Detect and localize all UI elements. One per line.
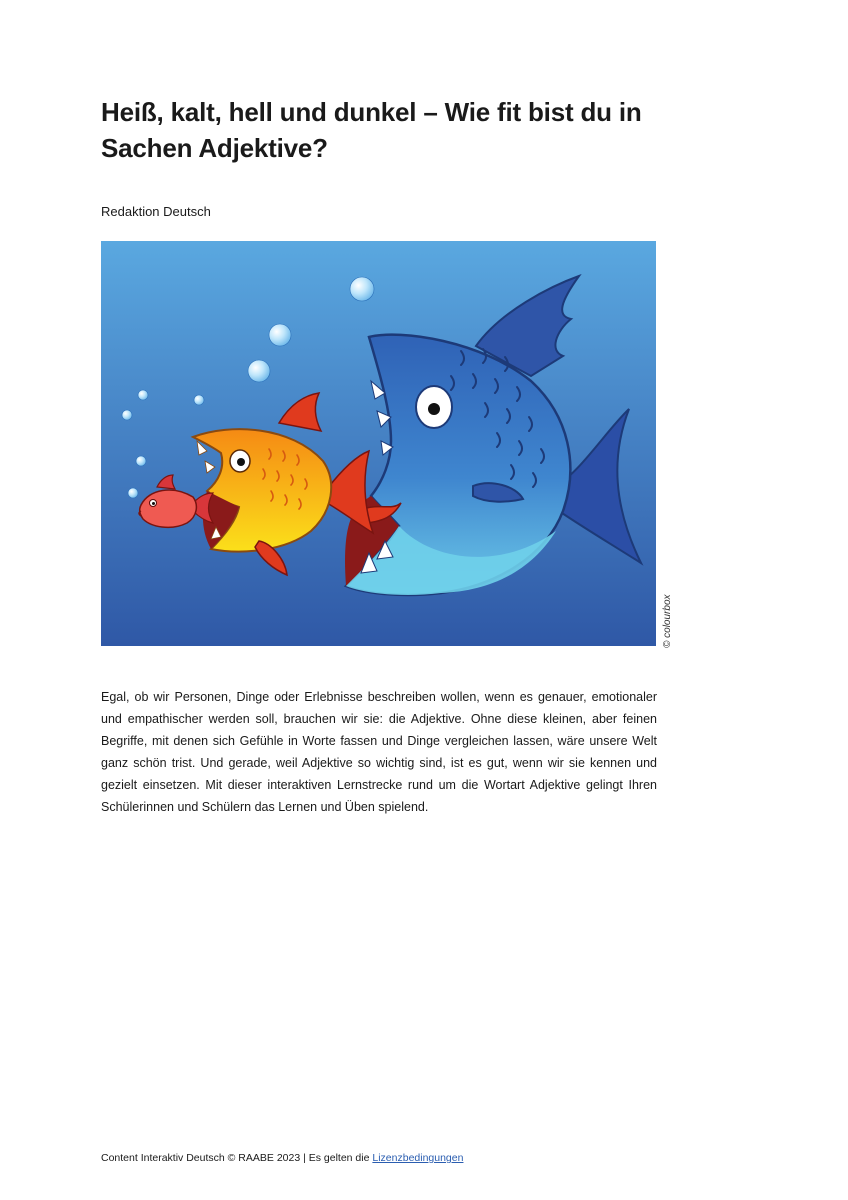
license-link[interactable]: Lizenzbedingungen xyxy=(372,1152,464,1164)
intro-paragraph: Egal, ob wir Personen, Dinge oder Erlebnisse beschreiben wollen, wenn es genauer, emotionaler und empathischer werden soll, brauchen wir sie: die Adjektive. Ohne diese kleinen, aber feinen Begriffe, mit denen sich Gefühle in Worte fassen und Dinge vergleichen lassen, wäre unsere Welt ganz schön trist. Und gerade, weil Adjektive so wichtig sind, ist es gut, wenn wir sie kennen und gezielt einsetzen. Mit dieser interaktiven Lernstrecke rund um die Wortart Adjektive gelingt Ihren Schülerinnen und Schülern das Lernen und Üben spielend. xyxy=(101,690,657,814)
bubble xyxy=(269,324,291,346)
bubble xyxy=(248,360,270,382)
document-title: Heiß, kalt, hell und dunkel – Wie fit bist du in Sachen Adjektive? xyxy=(101,97,642,163)
bubble xyxy=(122,410,132,420)
page-footer xyxy=(101,1152,463,1164)
bubble xyxy=(350,277,374,301)
bubble xyxy=(128,488,138,498)
author-line: Redaktion Deutsch xyxy=(101,204,211,219)
illustration-fish-chain xyxy=(101,241,656,646)
bubble xyxy=(194,395,204,405)
middle-fish-pupil xyxy=(237,458,245,466)
bubble xyxy=(138,390,148,400)
footer-text: Content Interaktiv Deutsch © RAABE 2023 | Es gelten die xyxy=(101,1152,370,1164)
image-credit: © colourbox xyxy=(662,594,673,648)
small-fish-pupil xyxy=(152,502,155,505)
bubble xyxy=(136,456,146,466)
big-fish-pupil xyxy=(428,403,440,415)
small-fish-body xyxy=(140,490,197,527)
